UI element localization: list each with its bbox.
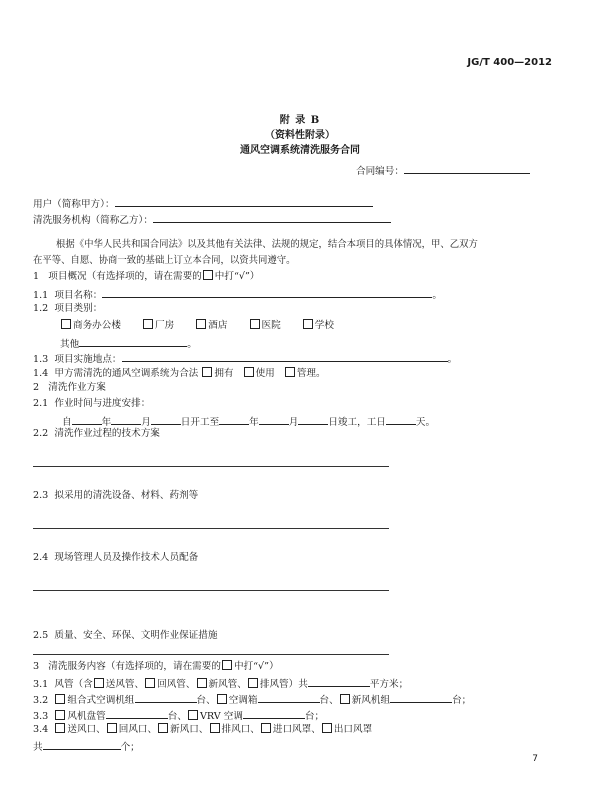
fresh-air-unit-count-blank[interactable] [390, 692, 452, 703]
checkbox-icon[interactable] [55, 694, 65, 704]
item-1-2-number: 1.2 [33, 303, 49, 314]
checkbox-icon[interactable] [61, 319, 71, 329]
contract-number-blank[interactable] [404, 163, 530, 174]
start-year-blank[interactable] [72, 414, 102, 425]
month-label: 月 [141, 417, 151, 428]
item-1-1[interactable] [33, 287, 442, 302]
outlet-supply[interactable]: 送风口、 [54, 724, 105, 735]
intro-line-2: 在平等、自愿、协商一致的基础上订立本合同，以资共同遵守。 [33, 255, 296, 266]
party-b-field[interactable] [33, 212, 391, 227]
category-other[interactable] [60, 336, 197, 351]
section-2-number: 2 [33, 382, 40, 393]
staffing-blank[interactable] [33, 590, 389, 591]
intro-line-1: 根据《中华人民共和国合同法》以及其他有关法律、法规的规定，结合本项目的具体情况，甲、乙双方 [56, 239, 478, 250]
tech-plan-blank[interactable] [33, 466, 389, 467]
checkbox-icon [222, 660, 232, 670]
checkbox-icon[interactable] [202, 367, 212, 377]
item-1-2 [33, 303, 102, 315]
item-2-2-number: 2.2 [33, 428, 49, 439]
from-label: 自 [62, 417, 72, 428]
category-school[interactable]: 学校 [302, 320, 334, 331]
vrv-option[interactable]: VRV 空调 [187, 711, 243, 722]
checkbox-icon[interactable] [188, 710, 198, 720]
category-hotel[interactable]: 酒店 [195, 320, 227, 331]
item-3-2-number: 3.2 [33, 695, 49, 706]
vrv-count-blank[interactable] [243, 708, 305, 719]
checkbox-icon[interactable] [143, 319, 153, 329]
ahu-option[interactable]: 组合式空调机组 [54, 695, 134, 706]
checkbox-icon[interactable] [145, 678, 155, 688]
unit-label: 台、 [196, 695, 216, 706]
checkbox-icon[interactable] [285, 367, 295, 377]
checkbox-icon[interactable] [94, 678, 104, 688]
item-1-1-number: 1.1 [33, 290, 49, 301]
item-2-4 [33, 552, 198, 564]
contract-number-label: 合同编号： [356, 166, 404, 177]
checkbox-icon[interactable] [303, 319, 313, 329]
inlet-hood[interactable]: 进口风罩、 [260, 724, 321, 735]
period: 。 [432, 290, 442, 301]
category-other-blank[interactable] [79, 336, 187, 347]
item-2-5 [33, 630, 217, 642]
outlet-hood[interactable]: 出口风罩 [321, 724, 372, 735]
project-category-options [60, 319, 334, 332]
item-2-1-label: 作业时间与进度安排： [54, 398, 151, 409]
checkbox-icon[interactable] [197, 678, 207, 688]
air-box-count-blank[interactable] [258, 692, 320, 703]
project-location-blank[interactable] [122, 351, 448, 362]
item-2-2-label: 清洗作业过程的技术方案 [54, 428, 160, 439]
page-number: 7 [532, 754, 538, 764]
section-2-title: 清洗作业方案 [48, 382, 106, 393]
duct-area-blank[interactable] [308, 676, 370, 687]
category-other-label: 其他 [60, 339, 80, 350]
duct-exhaust[interactable]: 排风管）共 [247, 679, 308, 690]
item-2-3-label: 拟采用的清洗设备、材料、药剂等 [54, 490, 199, 501]
year-label: 年 [101, 417, 112, 428]
item-3-3-number: 3.3 [33, 711, 49, 722]
right-manage[interactable]: 管理。 [284, 368, 326, 379]
item-1-4 [33, 367, 326, 380]
category-hospital[interactable]: 医院 [249, 320, 281, 331]
item-1-1-label: 项目名称： [54, 290, 103, 301]
item-2-5-number: 2.5 [33, 630, 49, 641]
item-2-4-number: 2.4 [33, 552, 49, 563]
outlet-total-blank[interactable] [43, 739, 121, 750]
checkbox-icon[interactable] [261, 723, 271, 733]
fan-coil-option[interactable]: 风机盘管 [54, 711, 105, 722]
fan-coil-count-blank[interactable] [106, 708, 168, 719]
right-own[interactable]: 拥有 [201, 368, 233, 379]
item-3-1-label: 风管（含 [54, 679, 93, 690]
unit-label: 台、 [319, 695, 339, 706]
unit-label: 台； [304, 711, 325, 722]
duct-return[interactable]: 回风管、 [144, 679, 195, 690]
end-year-blank[interactable] [219, 414, 249, 425]
item-1-3-number: 1.3 [33, 354, 49, 365]
item-3-3 [33, 708, 324, 723]
project-name-blank[interactable] [102, 287, 432, 298]
item-2-3 [33, 490, 198, 502]
total-unit: 个； [120, 742, 140, 753]
checkbox-icon[interactable] [244, 367, 254, 377]
item-3-4 [33, 723, 372, 736]
checkbox-icon [203, 270, 213, 280]
section-1-number: 1 [33, 271, 40, 282]
section-1-title-b: 中打“√”） [214, 271, 260, 282]
checkbox-icon[interactable] [248, 678, 258, 688]
right-use[interactable]: 使用 [243, 368, 275, 379]
party-a-blank[interactable] [115, 196, 373, 207]
annex-type: （资料性附录） [265, 130, 335, 141]
total-label: 共 [33, 742, 43, 753]
contract-title: 通风空调系统清洗服务合同 [240, 145, 360, 156]
duct-supply[interactable]: 送风管、 [93, 679, 144, 690]
checkbox-icon[interactable] [196, 319, 206, 329]
duct-fresh[interactable]: 新风管、 [196, 679, 247, 690]
checkbox-icon[interactable] [158, 723, 168, 733]
unit-label: 台； [452, 695, 472, 706]
annex-title: 附 录 B [279, 115, 321, 126]
checkbox-icon[interactable] [340, 694, 350, 704]
section-3-number: 3 [33, 661, 40, 672]
start-day-blank[interactable] [151, 414, 181, 425]
checkbox-icon[interactable] [55, 710, 65, 720]
party-b-blank[interactable] [153, 212, 391, 223]
section-3-title-b: 中打“√”） [233, 661, 279, 672]
item-2-3-number: 2.3 [33, 490, 49, 501]
outlet-fresh[interactable]: 新风口、 [157, 724, 208, 735]
equipment-blank[interactable] [33, 528, 389, 529]
item-1-2-label: 项目类别： [54, 303, 103, 314]
outlet-exhaust[interactable]: 排风口、 [209, 724, 260, 735]
checkbox-icon[interactable] [107, 723, 117, 733]
end-month-blank[interactable] [259, 414, 289, 425]
item-1-4-label: 甲方需清洗的通风空调系统为合法 [54, 368, 199, 379]
fresh-air-unit-option[interactable]: 新风机组 [339, 695, 390, 706]
category-office[interactable]: 商务办公楼 [60, 320, 121, 331]
unit-label: 台、 [167, 711, 187, 722]
air-box-option[interactable]: 空调箱 [216, 695, 258, 706]
duct-area-unit: 平方米； [369, 679, 409, 690]
item-1-3-label: 项目实施地点： [54, 354, 122, 365]
days-label: 天。 [415, 417, 436, 428]
workdays-blank[interactable] [386, 414, 416, 425]
party-a-label: 用户（简称甲方）： [33, 199, 115, 210]
period: 。 [447, 354, 458, 365]
category-factory[interactable]: 厂房 [142, 320, 174, 331]
start-label: 日开工 [180, 417, 210, 428]
section-1-heading [33, 270, 259, 283]
checkbox-icon[interactable] [322, 723, 332, 733]
item-3-1 [33, 676, 408, 691]
month-label: 月 [288, 417, 299, 428]
safety-measures-blank[interactable] [33, 654, 389, 655]
section-2-heading [33, 382, 106, 394]
item-3-4-number: 3.4 [33, 724, 49, 735]
party-b-label: 清洗服务机构（简称乙方）： [33, 215, 153, 226]
start-month-blank[interactable] [111, 414, 141, 425]
checkbox-icon[interactable] [250, 319, 260, 329]
schedule-line[interactable] [62, 414, 435, 429]
ahu-count-blank[interactable] [135, 692, 197, 703]
outlet-total[interactable] [33, 739, 140, 754]
section-3-heading [33, 660, 279, 673]
section-1-title-a: 项目概况（有选择项的，请在需要的 [48, 271, 202, 282]
item-2-1 [33, 398, 150, 410]
outlet-return[interactable]: 回风口、 [106, 724, 157, 735]
item-2-2 [33, 428, 160, 440]
checkbox-icon[interactable] [217, 694, 227, 704]
party-a-field[interactable] [33, 196, 373, 211]
section-3-title-a: 清洗服务内容（有选择项的，请在需要的 [48, 661, 221, 672]
item-2-1-number: 2.1 [33, 398, 49, 409]
checkbox-icon[interactable] [55, 723, 65, 733]
standard-code: JG/T 400—2012 [467, 57, 552, 68]
item-3-2 [33, 692, 471, 707]
item-1-3[interactable] [33, 351, 457, 366]
item-1-4-number: 1.4 [33, 368, 49, 379]
to-label: 至 [209, 417, 220, 428]
checkbox-icon[interactable] [210, 723, 220, 733]
contract-number-field[interactable] [356, 163, 530, 178]
year-label: 年 [249, 417, 259, 428]
item-2-4-label: 现场管理人员及操作技术人员配备 [54, 552, 199, 563]
item-3-1-number: 3.1 [33, 679, 49, 690]
item-2-5-label: 质量、安全、环保、文明作业保证措施 [54, 630, 218, 641]
end-label: 日竣工，工日 [328, 417, 386, 428]
end-day-blank[interactable] [298, 414, 328, 425]
period: 。 [187, 339, 197, 350]
